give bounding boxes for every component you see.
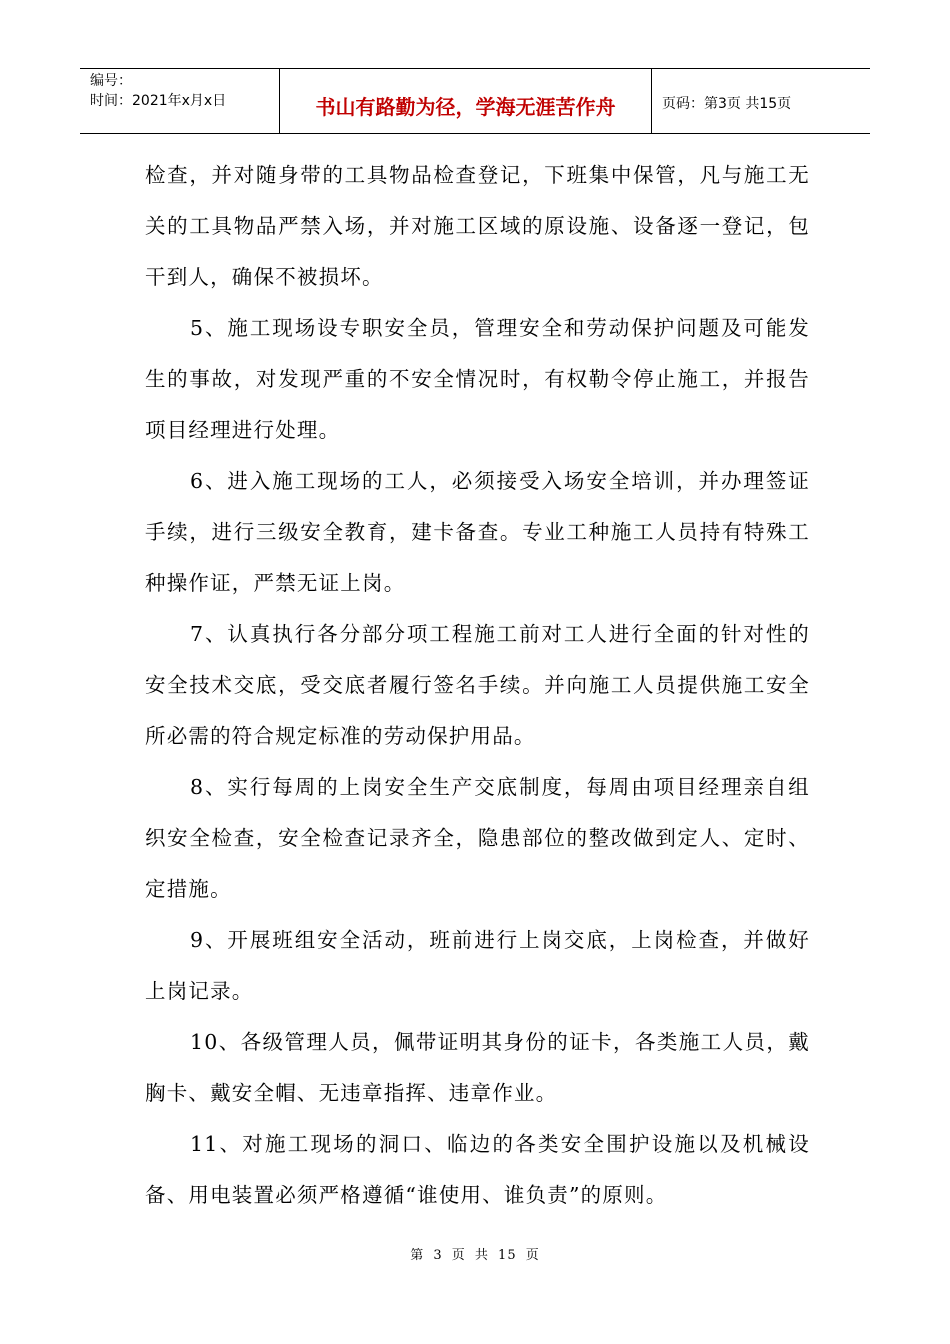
paragraph-continued: 检查，并对随身带的工具物品检查登记，下班集中保管，凡与施工无关的工具物品严禁入场，并对施工区域的原设施、设备逐一登记，包干到人，确保不被损坏。 <box>145 163 810 289</box>
page-header <box>80 68 870 134</box>
paragraph-item-8: 8、实行每周的上岗安全生产交底制度，每周由项目经理亲自组织安全检查，安全检查记录齐全，隐患部位的整改做到定人、定时、定措施。 <box>145 775 810 901</box>
paragraph-item-9: 9、开展班组安全活动，班前进行上岗交底，上岗检查，并做好上岗记录。 <box>145 928 810 1003</box>
paragraph-item-5: 5、施工现场设专职安全员，管理安全和劳动保护问题及可能发生的事故，对发现严重的不安全情况时，有权勒令停止施工，并报告项目经理进行处理。 <box>145 316 810 442</box>
header-meta <box>80 69 280 133</box>
header-page-info: 页码：第3页 共15页 <box>662 96 792 112</box>
page-footer: 第 3 页 共 15 页 <box>410 1248 540 1263</box>
document-number-label: 编号： <box>90 73 132 89</box>
document-body <box>145 150 810 1221</box>
paragraph-item-6: 6、进入施工现场的工人，必须接受入场安全培训，并办理签证手续，进行三级安全教育，建卡备查。专业工种施工人员持有特殊工种操作证，严禁无证上岗。 <box>145 469 810 595</box>
paragraph-item-10: 10、各级管理人员，佩带证明其身份的证卡，各类施工人员，戴胸卡、戴安全帽、无违章指挥、违章作业。 <box>145 1030 810 1105</box>
paragraph-item-11: 11、对施工现场的洞口、临边的各类安全围护设施以及机械设备、用电装置必须严格遵循“谁使用、谁负责”的原则。 <box>145 1132 810 1207</box>
header-motto: 书山有路勤为径，学海无涯苦作舟 <box>280 69 652 133</box>
paragraph-item-7: 7、认真执行各分部分项工程施工前对工人进行全面的针对性的安全技术交底，受交底者履行签名手续。并向施工人员提供施工安全所必需的符合规定标准的劳动保护用品。 <box>145 622 810 748</box>
document-date: 时间：2021年x月x日 <box>90 93 227 109</box>
